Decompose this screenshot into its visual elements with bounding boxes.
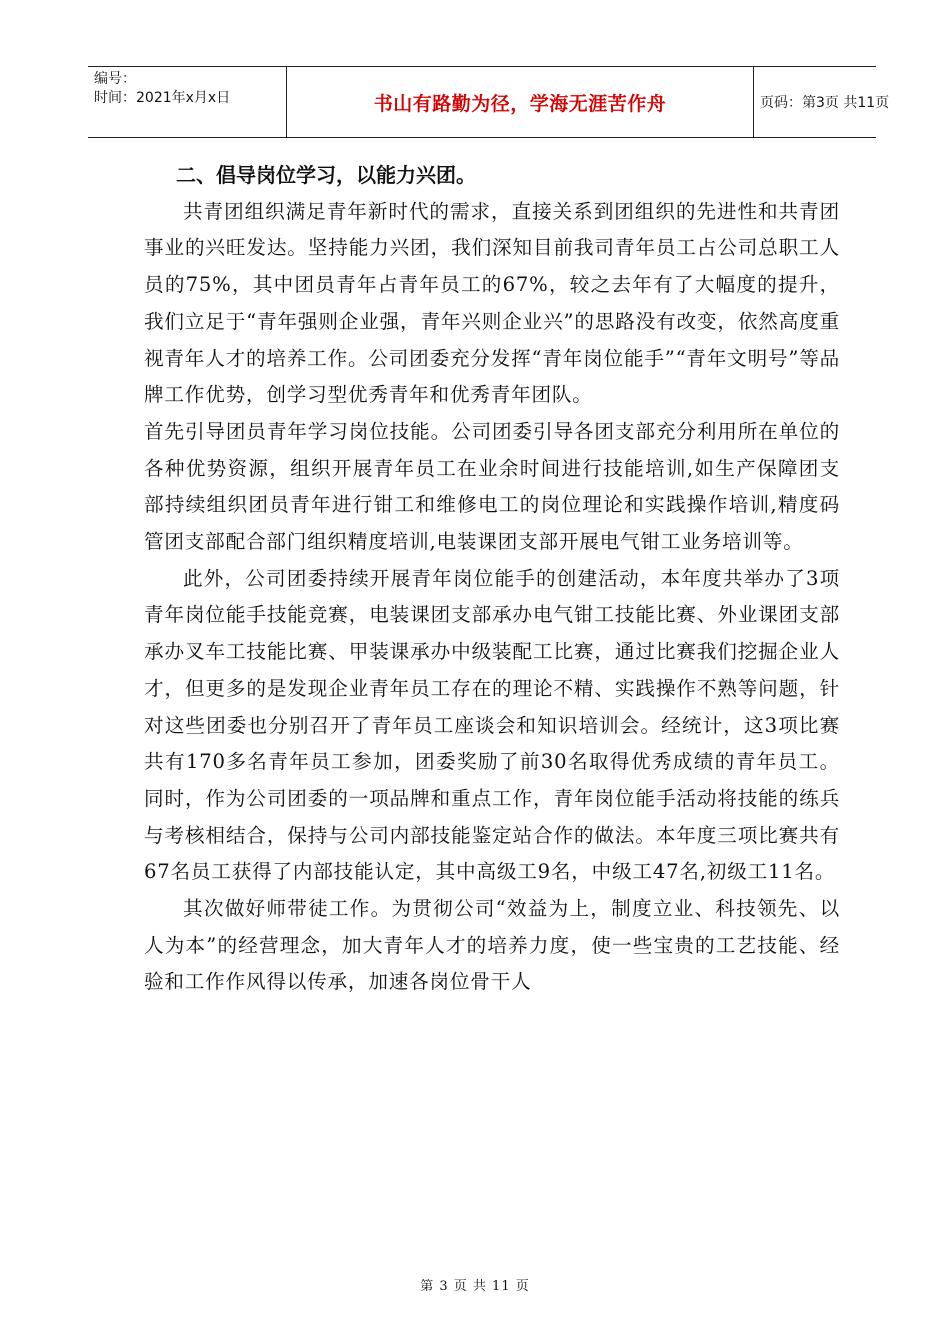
body-paragraph: 首先引导团员青年学习岗位技能。公司团委引导各团支部充分利用所在单位的各种优势资源，组织开展青年员工在业余时间进行技能培训,如生产保障团支部持续组织团员青年进行钳工和维修电工的岗位理论和实践操作培训,精度码管团支部配合部门组织精度培训,电装课团支部开展电气钳工业务培训等。: [144, 419, 840, 554]
header-motto-cell: [286, 67, 754, 137]
page-header: [88, 66, 890, 138]
body-paragraph: 此外，公司团委持续开展青年岗位能手的创建活动，本年度共举办了3项青年岗位能手技能竞赛，电装课团支部承办电气钳工技能比赛、外业课团支部承办叉车工技能比赛、甲装课承办中级装配工比赛，通过比赛我们挖掘企业人才，但更多的是发现企业青年员工存在的理论不精、实践操作不熟等问题，针对这些团委也分别召开了青年员工座谈会和知识培训会。经统计，这3项比赛共有170多名青年员工参加，团委奖励了前30名取得优秀成绩的青年员工。同时，作为公司团委的一项品牌和重点工作，青年岗位能手活动将技能的练兵与考核相结合，保持与公司内部技能鉴定站合作的做法。本年度三项比赛共有67名员工获得了内部技能认定，其中高级工9名，中级工47名,初级工11名。: [144, 566, 840, 884]
document-number-label: 编号：: [94, 71, 136, 87]
body-paragraph: 共青团组织满足青年新时代的需求，直接关系到团组织的先进性和共青团事业的兴旺发达。坚持能力兴团，我们深知目前我司青年员工占公司总职工人员的75%，其中团员青年占青年员工的67%，较之去年有了大幅度的提升，我们立足于“青年强则企业强，青年兴则企业兴”的思路没有改变，依然高度重视青年人才的培养工作。公司团委充分发挥“青年岗位能手”“青年文明号”等品牌工作优势，创学习型优秀青年和优秀青年团队。: [144, 199, 840, 407]
header-page-number: 页码：第3页 共11页: [760, 95, 890, 111]
header-meta: [88, 67, 286, 137]
document-time-label: 时间：2021年x月x日: [94, 90, 231, 106]
document-body: [144, 157, 840, 1001]
header-motto: 书山有路勤为径，学海无涯苦作舟: [373, 92, 667, 115]
header-page-cell: [752, 67, 890, 137]
body-paragraph: 其次做好师带徒工作。为贯彻公司“效益为上，制度立业、科技领先、以人为本”的经营理念，加大青年人才的培养力度，使一些宝贵的工艺技能、经验和工作作风得以传承，加速各岗位骨干人: [144, 897, 840, 994]
page-footer: 第 3 页 共 11 页: [420, 1279, 530, 1294]
section-heading: 二、倡导岗位学习，以能力兴团。: [176, 163, 476, 187]
